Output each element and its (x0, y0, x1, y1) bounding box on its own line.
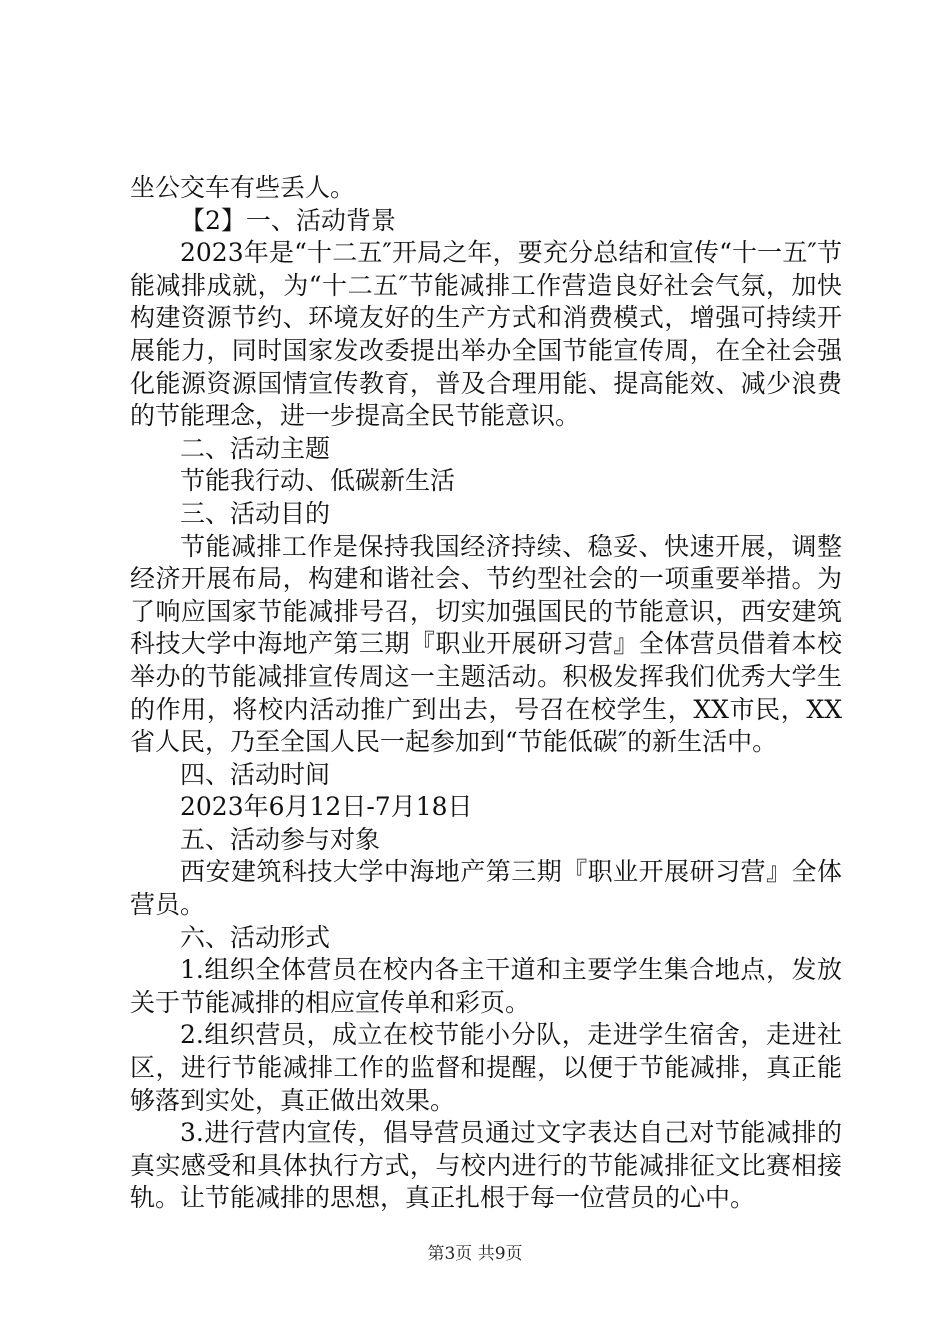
section-heading-format: 六、活动形式 (180, 922, 331, 952)
list-item-format-2: 2.组织营员，成立在校节能小分队，走进学生宿舍，走进社区，进行节能减排工作的监督和提醒，以便于节能减排，真正能够落到实处，真正做出效果。 (130, 1020, 842, 1115)
paragraph-background: 2023年是“十二五″开局之年，要充分总结和宣传“十一五″节能减排成就，为“十二五″节能减排工作营造良好社会气氛，加快构建资源节约、环境友好的生产方式和消费模式，增强可持续开展能力，同时国家发改委提出举办全国节能宣传周，在全社会强化能源资源国情宣传教育，普及合理用能、提高能效、减少浪费的节能理念，进一步提高全民节能意识。 (130, 238, 842, 431)
paragraph-participants: 西安建筑科技大学中海地产第三期『职业开展研习营』全体营员。 (130, 857, 842, 920)
section-heading-theme: 二、活动主题 (180, 433, 331, 463)
page-number-footer: 第3页 共9页 (427, 1244, 523, 1264)
section-heading-time: 四、活动时间 (180, 759, 331, 789)
document-body (130, 172, 842, 1215)
paragraph-time: 2023年6月12日-7月18日 (180, 792, 473, 822)
section-heading-participants: 五、活动参与对象 (180, 824, 381, 854)
paragraph-purpose: 节能减排工作是保持我国经济持续、稳妥、快速开展，调整经济开展布局，构建和谐社会、节约型社会的一项重要举措。为了响应国家节能减排号召，切实加强国民的节能意识，西安建筑科技大学中海地产第三期『职业开展研习营』全体营员借着本校举办的节能减排宣传周这一主题活动。积极发挥我们优秀大学生的作用，将校内活动推广到出去，号召在校学生，XX市民，XX省人民，乃至全国人民一起参加到“节能低碳″的新生活中。 (130, 531, 842, 757)
list-item-format-1: 1.组织全体营员在校内各主干道和主要学生集合地点，发放关于节能减排的相应宣传单和彩页。 (130, 955, 842, 1017)
paragraph-theme: 节能我行动、低碳新生活 (180, 466, 456, 496)
section-heading-background: 【2】一、活动背景 (180, 205, 396, 235)
list-item-format-3: 3.进行营内宣传，倡导营员通过文字表达自己对节能减排的真实感受和具体执行方式，与校内进行的节能减排征文比赛相接轨。让节能减排的思想，真正扎根于每一位营员的心中。 (130, 1118, 842, 1213)
section-heading-purpose: 三、活动目的 (180, 498, 331, 528)
paragraph-continuation: 坐公交车有些丢人。 (130, 173, 356, 202)
